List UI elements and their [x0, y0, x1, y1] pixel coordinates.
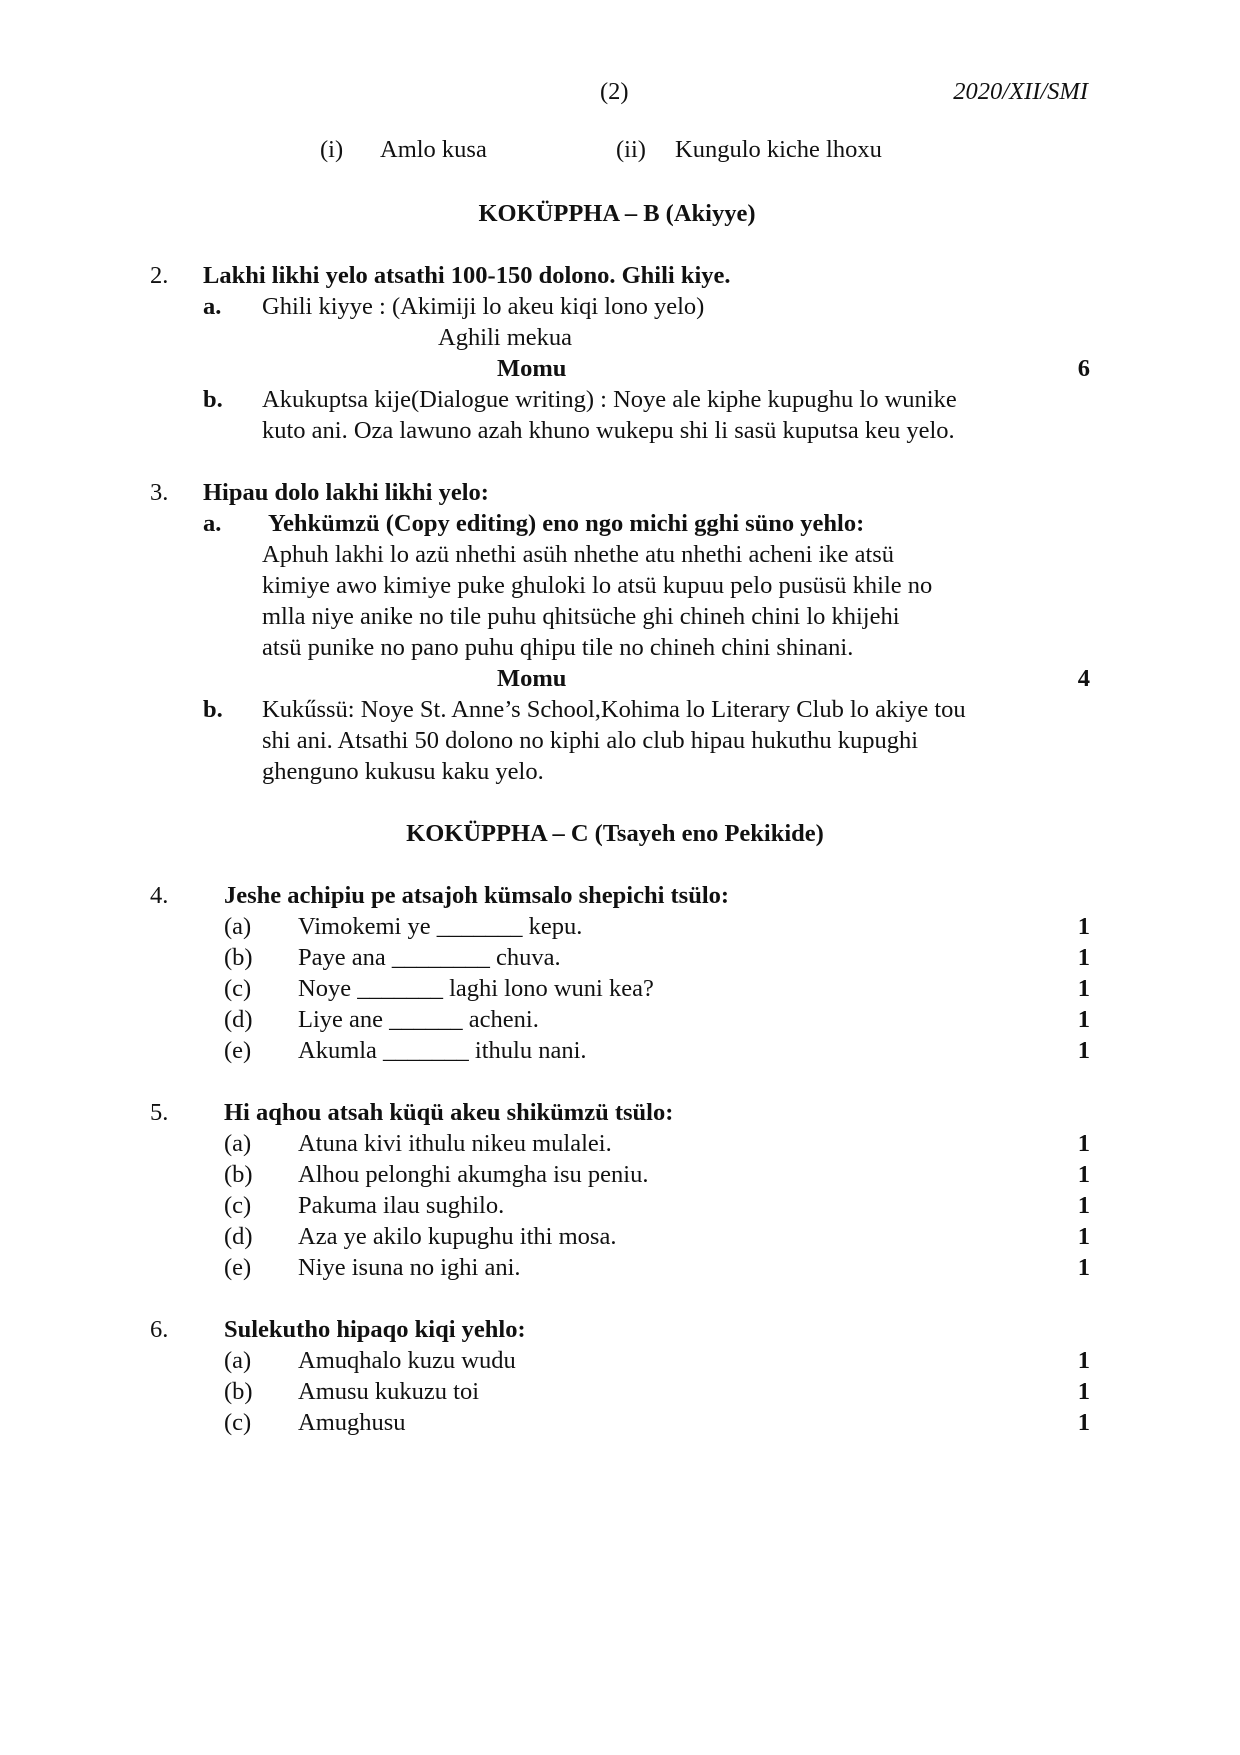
question-number: 3.: [150, 479, 169, 506]
item-text: Amuqhalo kuzu wudu: [298, 1347, 516, 1374]
subquestion-label: a.: [203, 510, 222, 537]
item-text: Akumla _______ ithulu nani.: [298, 1037, 587, 1064]
item-text: Aza ye akilo kupughu ithi mosa.: [298, 1223, 617, 1250]
section-c-title-text: KOKÜPPHA – C (Tsayeh eno Pekikide): [406, 820, 824, 847]
item-text: Atuna kivi ithulu nikeu mulalei.: [298, 1130, 612, 1157]
momu-label: Momu: [497, 665, 567, 692]
item-label: (e): [224, 1037, 252, 1064]
subquestion-label: a.: [203, 293, 222, 320]
item-label: (c): [224, 975, 252, 1002]
item-label: (b): [224, 1161, 253, 1188]
marks: 1: [1077, 913, 1090, 940]
item-text: Alhou pelonghi akumgha isu peniu.: [298, 1161, 649, 1188]
item-label: (b): [224, 944, 253, 971]
item-label: (c): [224, 1192, 252, 1219]
subquestion-text: Akukuptsa kije(Dialogue writing) : Noye ale kiphe kupughu lo wunike: [262, 386, 957, 413]
option-text: Kungulo kiche lhoxu: [675, 136, 882, 163]
passage-line: Aphuh lakhi lo azü nhethi asüh nhethe atu nhethi acheni ike atsü: [262, 541, 895, 568]
question-stem: Sulekutho hipaqo kiqi yehlo:: [224, 1316, 526, 1343]
item-text: Niye isuna no ighi ani.: [298, 1254, 521, 1281]
item-label: (a): [224, 1347, 252, 1374]
item-text: Vimokemi ye _______ kepu.: [298, 913, 583, 940]
marks: 1: [1077, 1347, 1090, 1374]
item-text: Amusu kukuzu toi: [298, 1378, 480, 1405]
item-label: (a): [224, 913, 252, 940]
section-b-title-text: KOKÜPPHA – B (Akiyye): [478, 200, 756, 227]
section-c-title: [0, 820, 1240, 848]
item-text: Paye ana ________ chuva.: [298, 944, 561, 971]
item-label: (d): [224, 1006, 253, 1033]
passage-line: mlla niye anike no tile puhu qhitsüche ghi chineh chini lo khijehi: [262, 603, 900, 630]
passage-line: atsü punike no pano puhu qhipu tile no chineh chini shinani.: [262, 634, 854, 661]
page-number: (2): [600, 78, 629, 105]
item-text: Pakuma ilau sughilo.: [298, 1192, 505, 1219]
subquestion-text: kuto ani. Oza lawuno azah khuno wukepu shi li sasü kuputsa keu yelo.: [262, 417, 955, 444]
marks: 1: [1077, 1378, 1090, 1405]
section-b-title: [0, 200, 1240, 228]
item-text: Liye ane ______ acheni.: [298, 1006, 539, 1033]
question-stem: Hi aqhou atsah küqü akeu shikümzü tsülo:: [224, 1099, 674, 1126]
question-stem: Jeshe achipiu pe atsajoh kümsalo shepichi tsülo:: [224, 882, 730, 909]
paper-code: 2020/XII/SMI: [953, 78, 1088, 105]
question-stem: Lakhi likhi yelo atsathi 100-150 dolono. Ghili kiye.: [203, 262, 731, 289]
marks: 1: [1077, 1006, 1090, 1033]
subquestion-heading: Yehkümzü (Copy editing) eno ngo michi gghi süno yehlo:: [268, 510, 865, 537]
item-text: Noye _______ laghi lono wuni kea?: [298, 975, 654, 1002]
subquestion-text: ghenguno kukusu kaku yelo.: [262, 758, 544, 785]
subquestion-text: Kukűssü: Noye St. Anne’s School,Kohima lo Literary Club lo akiye tou: [262, 696, 966, 723]
question-number: 2.: [150, 262, 169, 289]
marks: 6: [1077, 355, 1090, 382]
subquestion-text: Ghili kiyye : (Akimiji lo akeu kiqi lono yelo): [262, 293, 705, 320]
marks: 4: [1077, 665, 1090, 692]
marks: 1: [1077, 1223, 1090, 1250]
option-number: (ii): [616, 136, 646, 163]
marks: 1: [1077, 1192, 1090, 1219]
item-label: (e): [224, 1254, 252, 1281]
subquestion-label: b.: [203, 386, 223, 413]
passage-line: kimiye awo kimiye puke ghuloki lo atsü kupuu pelo pusüsü khile no: [262, 572, 933, 599]
subquestion-text: Aghili mekua: [438, 324, 573, 351]
marks: 1: [1077, 1161, 1090, 1188]
marks: 1: [1077, 1254, 1090, 1281]
marks: 1: [1077, 975, 1090, 1002]
marks: 1: [1077, 944, 1090, 971]
item-text: Amughusu: [298, 1409, 406, 1436]
item-label: (b): [224, 1378, 253, 1405]
momu-label: Momu: [497, 355, 567, 382]
option-text: Amlo kusa: [380, 136, 487, 163]
question-number: 5.: [150, 1099, 169, 1126]
question-number: 6.: [150, 1316, 169, 1343]
item-label: (a): [224, 1130, 252, 1157]
item-label: (c): [224, 1409, 252, 1436]
marks: 1: [1077, 1409, 1090, 1436]
marks: 1: [1077, 1130, 1090, 1157]
subquestion-text: shi ani. Atsathi 50 dolono no kiphi alo club hipau hukuthu kupughi: [262, 727, 919, 754]
option-number: (i): [320, 136, 344, 163]
item-label: (d): [224, 1223, 253, 1250]
subquestion-label: b.: [203, 696, 223, 723]
question-number: 4.: [150, 882, 169, 909]
question-stem: Hipau dolo lakhi likhi yelo:: [203, 479, 489, 506]
marks: 1: [1077, 1037, 1090, 1064]
